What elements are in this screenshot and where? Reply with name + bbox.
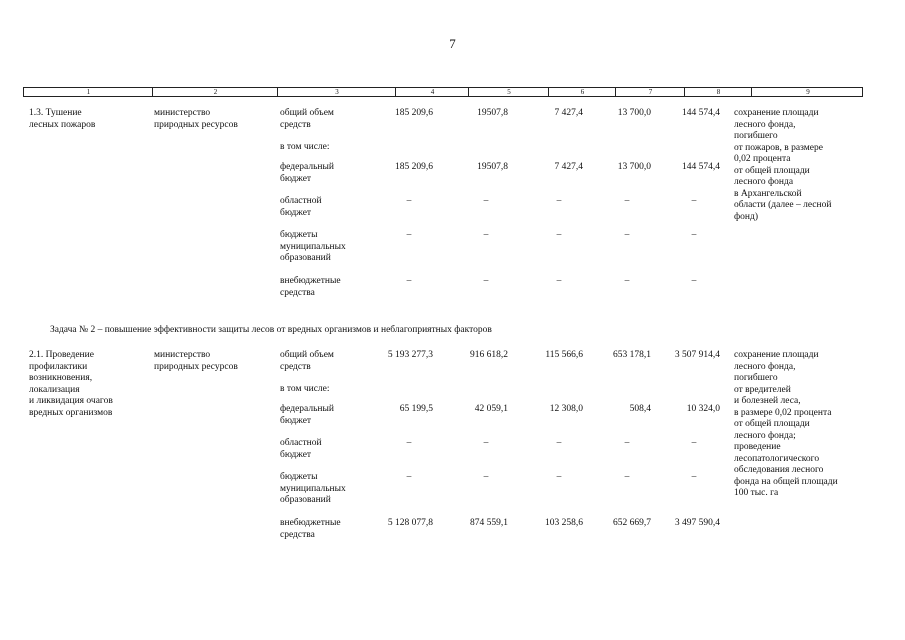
- value-col-5: –: [483, 438, 489, 448]
- header-col-8: 8: [716, 88, 721, 96]
- expected-result-line: 100 тыс. га: [734, 488, 779, 498]
- funding-source: [280, 404, 334, 427]
- value-col-7: –: [624, 438, 630, 448]
- value-col-8: 10 324,0: [686, 404, 720, 414]
- value-col-7: 652 669,7: [613, 518, 651, 528]
- funding-source-line: общий объем: [280, 350, 334, 360]
- funding-source: [280, 162, 334, 185]
- funding-source: [280, 438, 322, 461]
- value-col-8: –: [691, 196, 697, 206]
- value-col-5: –: [483, 196, 489, 206]
- value-col-6: –: [556, 276, 562, 286]
- header-divider: [684, 88, 685, 96]
- value-col-5: 19507,8: [477, 108, 508, 118]
- expected-result-line: в Архангельской: [734, 188, 802, 199]
- expected-result-line: лесного фонда: [734, 177, 794, 187]
- funding-source-line: федеральный: [280, 404, 334, 414]
- value-col-4: 185 209,6: [395, 108, 433, 118]
- funding-source: [280, 108, 334, 131]
- value-col-4: 5 193 277,3: [387, 350, 433, 360]
- funding-source-line: бюджеты: [280, 230, 318, 240]
- value-col-6: 12 308,0: [549, 404, 583, 414]
- funding-source: [280, 196, 322, 219]
- expected-result-line: погибшего: [734, 373, 778, 383]
- header-col-9: 9: [806, 88, 810, 96]
- value-col-8: –: [691, 438, 697, 448]
- value-col-4: 5 128 077,8: [387, 518, 433, 528]
- expected-result-line: 0,02 процента: [734, 154, 791, 164]
- value-col-7: 13 700,0: [617, 108, 651, 118]
- funding-source-line: в том числе:: [280, 142, 330, 152]
- funding-source: [280, 142, 330, 154]
- value-col-6: 115 566,6: [545, 350, 583, 360]
- funding-source: [280, 518, 341, 541]
- header-col-2: 2: [213, 88, 218, 96]
- value-col-4: 65 199,5: [399, 404, 433, 414]
- header-col-5: 5: [507, 88, 511, 96]
- value-col-5: 874 559,1: [470, 518, 508, 528]
- funding-source-line: средств: [280, 119, 311, 130]
- expected-result-line: области (далее – лесной: [734, 200, 832, 210]
- expected-result-line: лесного фонда,: [734, 119, 796, 130]
- value-col-5: –: [483, 276, 489, 286]
- value-col-8: 144 574,4: [682, 162, 720, 172]
- value-col-5: –: [483, 472, 489, 482]
- value-col-4: –: [406, 196, 412, 206]
- expected-result-line: в размере 0,02 процента: [734, 407, 832, 418]
- value-col-6: 7 427,4: [554, 108, 583, 118]
- funding-source-line: областной: [280, 438, 322, 448]
- funding-source-line: внебюджетные: [280, 276, 341, 286]
- task-2-title: Задача № 2 – повышение эффективности защиты лесов от вредных организмов и неблагоприятных факторов: [50, 325, 492, 335]
- executor: [154, 350, 238, 373]
- funding-source: [280, 472, 346, 507]
- expected-result-line: от общей площади: [734, 419, 810, 429]
- value-col-5: 42 059,1: [474, 404, 508, 414]
- header-divider: [152, 88, 153, 96]
- header-col-1: 1: [86, 88, 91, 96]
- value-col-6: 103 258,6: [545, 518, 583, 528]
- value-col-6: –: [556, 196, 562, 206]
- funding-source-line: средства: [280, 529, 315, 540]
- header-divider: [395, 88, 396, 96]
- funding-source-line: бюджет: [280, 415, 312, 426]
- page-number: 7: [449, 36, 456, 51]
- funding-source-line: федеральный: [280, 162, 334, 172]
- executor-line: министерство: [154, 350, 211, 360]
- measure-name-line: 2.1. Проведение: [29, 350, 94, 360]
- value-col-8: 3 507 914,4: [674, 350, 720, 360]
- funding-source-line: общий объем: [280, 108, 334, 118]
- value-col-4: –: [406, 230, 412, 240]
- expected-result-line: фонда на общей площади: [734, 476, 838, 487]
- measure-name-line: 1.3. Тушение: [29, 108, 82, 118]
- value-col-4: –: [406, 276, 412, 286]
- header-divider: [468, 88, 469, 96]
- expected-result-line: лесопатологического: [734, 453, 820, 464]
- expected-result: [734, 108, 831, 223]
- value-col-6: –: [556, 230, 562, 240]
- funding-source-line: бюджеты: [280, 472, 318, 482]
- value-col-6: –: [556, 472, 562, 482]
- value-col-8: –: [691, 276, 697, 286]
- value-col-5: –: [483, 230, 489, 240]
- funding-source-line: бюджет: [280, 449, 312, 460]
- header-divider: [751, 88, 752, 96]
- value-col-7: –: [624, 230, 630, 240]
- value-col-7: –: [624, 196, 630, 206]
- header-col-4: 4: [430, 88, 435, 96]
- value-col-4: –: [406, 438, 412, 448]
- funding-source: [280, 350, 334, 373]
- funding-source-line: средств: [280, 361, 311, 372]
- funding-source-line: муниципальных: [280, 241, 346, 252]
- value-col-8: –: [691, 230, 697, 240]
- header-col-7: 7: [648, 88, 653, 96]
- header-col-6: 6: [580, 88, 585, 96]
- expected-result-line: от вредителей: [734, 384, 791, 395]
- funding-source-line: образований: [280, 495, 331, 505]
- measure-name-line: лесных пожаров: [29, 119, 96, 130]
- expected-result-line: погибшего: [734, 131, 778, 141]
- measure-name: [29, 350, 113, 419]
- expected-result-line: фонд): [734, 211, 758, 222]
- value-col-8: 144 574,4: [682, 108, 720, 118]
- measure-name-line: профилактики: [29, 361, 88, 372]
- value-col-7: –: [624, 276, 630, 286]
- value-col-5: 19507,8: [477, 162, 508, 172]
- value-col-4: –: [406, 472, 412, 482]
- funding-source-line: образований: [280, 253, 331, 263]
- funding-source-line: бюджет: [280, 173, 312, 184]
- header-divider: [615, 88, 616, 96]
- expected-result-line: от пожаров, в размере: [734, 142, 823, 153]
- executor: [154, 108, 238, 131]
- value-col-7: 508,4: [629, 404, 651, 414]
- value-col-7: 653 178,1: [613, 350, 651, 360]
- expected-result-line: от общей площади: [734, 165, 810, 176]
- value-col-6: 7 427,4: [554, 162, 583, 172]
- value-col-7: 13 700,0: [617, 162, 651, 172]
- funding-source-line: средства: [280, 287, 315, 298]
- expected-result-line: обследования лесного: [734, 465, 824, 475]
- executor-line: природных ресурсов: [154, 119, 238, 130]
- executor-line: природных ресурсов: [154, 361, 238, 372]
- value-col-8: 3 497 590,4: [674, 518, 720, 528]
- funding-source-line: в том числе:: [280, 384, 330, 394]
- expected-result: [734, 350, 838, 500]
- measure-name-line: возникновения,: [29, 373, 93, 383]
- value-col-8: –: [691, 472, 697, 482]
- funding-source-line: областной: [280, 196, 322, 206]
- funding-source: [280, 276, 341, 299]
- table-header-row: [23, 87, 863, 97]
- expected-result-line: сохранение площади: [734, 350, 819, 360]
- expected-result-line: лесного фонда,: [734, 361, 796, 372]
- value-col-5: 916 618,2: [470, 350, 508, 360]
- value-col-4: 185 209,6: [395, 162, 433, 172]
- expected-result-line: сохранение площади: [734, 108, 819, 118]
- funding-source: [280, 384, 330, 396]
- expected-result-line: лесного фонда;: [734, 430, 796, 441]
- executor-line: министерство: [154, 108, 211, 118]
- measure-name-line: и ликвидация очагов: [29, 396, 113, 406]
- measure-name: [29, 108, 95, 131]
- expected-result-line: и болезней леса,: [734, 396, 801, 406]
- funding-source-line: муниципальных: [280, 483, 346, 494]
- measure-name-line: локализация: [29, 384, 80, 395]
- header-divider: [548, 88, 549, 96]
- funding-source: [280, 230, 346, 265]
- header-divider: [277, 88, 278, 96]
- header-col-3: 3: [335, 88, 339, 96]
- funding-source-line: бюджет: [280, 207, 312, 218]
- value-col-7: –: [624, 472, 630, 482]
- funding-source-line: внебюджетные: [280, 518, 341, 528]
- expected-result-line: проведение: [734, 442, 781, 452]
- measure-name-line: вредных организмов: [29, 407, 113, 418]
- value-col-6: –: [556, 438, 562, 448]
